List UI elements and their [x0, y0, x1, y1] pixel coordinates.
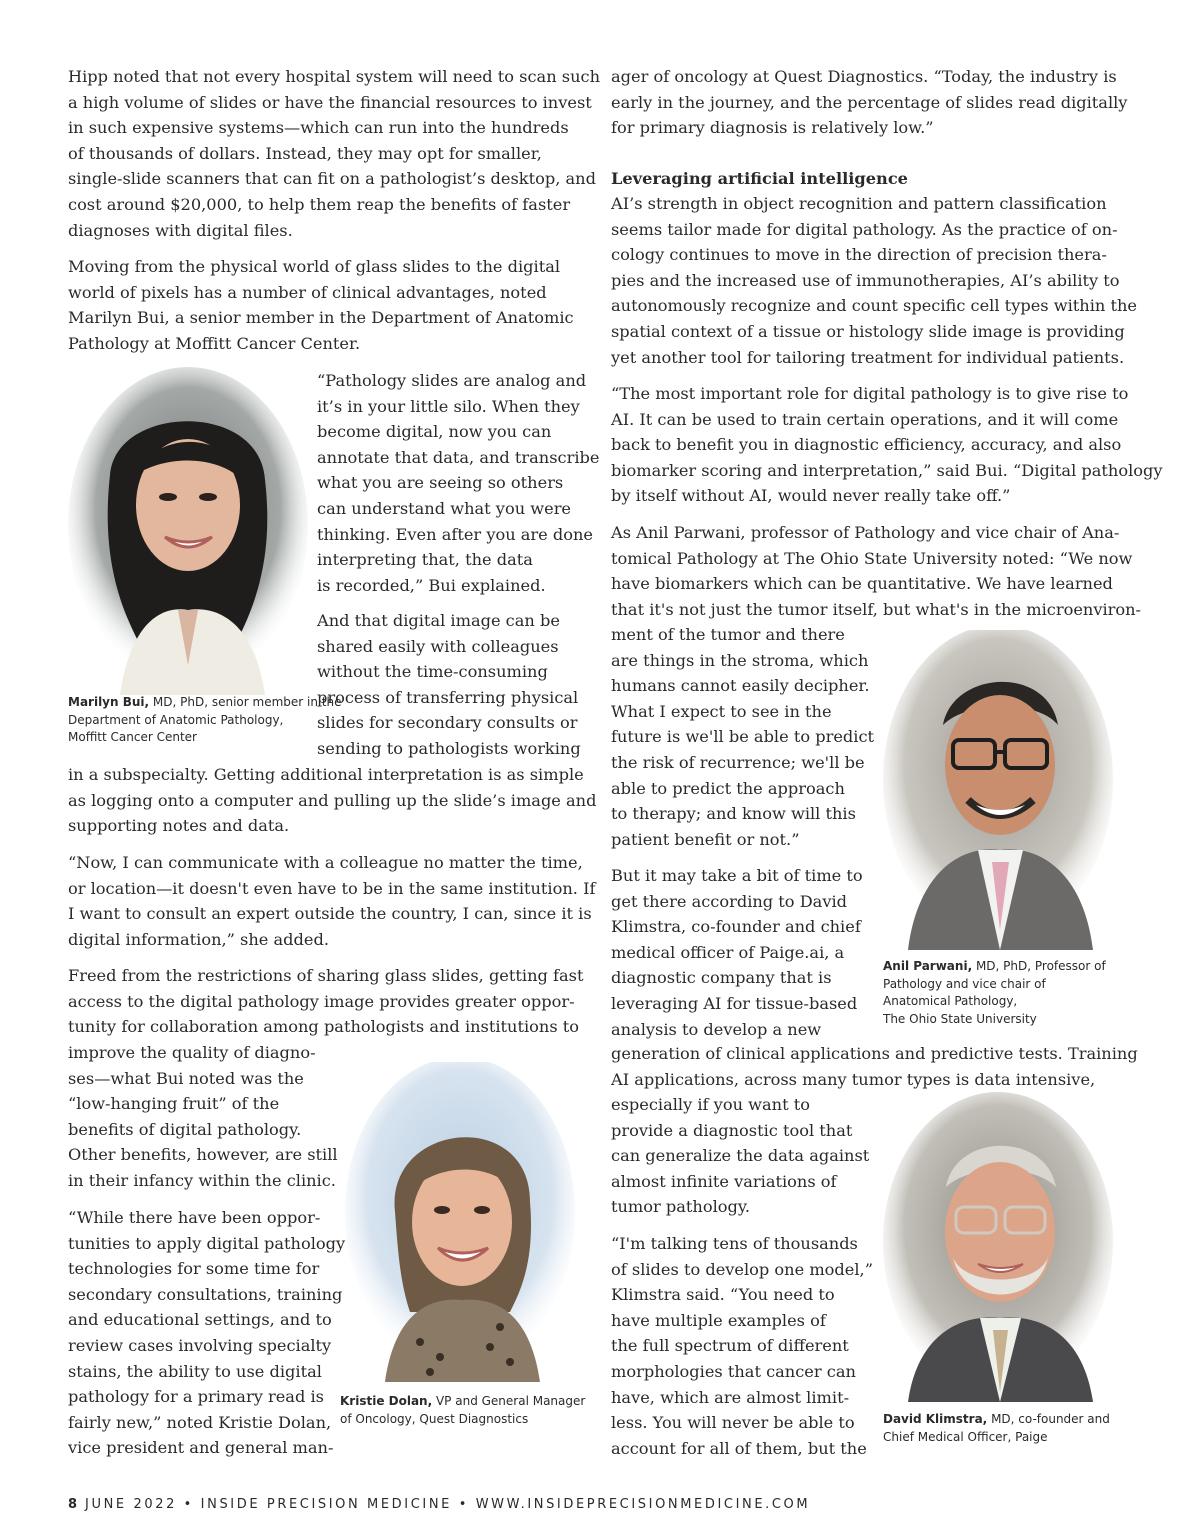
- text-line: Other benefits, however, are still: [68, 1145, 338, 1165]
- text-line: early in the journey, and the percentage of slides read digitally: [611, 92, 1128, 112]
- text-line: thinking. Even after you are done: [317, 524, 594, 544]
- text-line: AI applications, across many tumor types is data intensive,: [611, 1069, 1096, 1089]
- text-line: Freed from the restrictions of sharing glass slides, getting fast: [68, 966, 584, 985]
- text-line: secondary consultations, training: [68, 1284, 343, 1304]
- text-line: the full spectrum of different: [611, 1336, 849, 1356]
- text-line: single-slide scanners that can fit on a pathologist’s desktop, and: [68, 169, 596, 189]
- caption-bui-line-3: Moffitt Cancer Center: [68, 730, 197, 744]
- caption-klimstra-line-2: Chief Medical Officer, Paige: [883, 1429, 1048, 1444]
- text-line: sending to pathologists working: [317, 738, 581, 758]
- text-line: are things in the stroma, which: [611, 650, 869, 670]
- text-line: ses—what Bui noted was the: [68, 1068, 304, 1088]
- text-line: cology continues to move in the direction of precision thera-: [611, 245, 1107, 265]
- caption-bui: [68, 694, 341, 747]
- text-line: AI. It can be used to train certain operations, and it will come: [611, 409, 1119, 429]
- text-line: seems tailor made for digital pathology. As the practice of on-: [611, 219, 1118, 239]
- text-line: “The most important role for digital pathology is to give rise to: [611, 384, 1129, 403]
- text-line: for primary diagnosis is relatively low.”: [611, 118, 934, 138]
- caption-dolan-line-2: of Oncology, Quest Diagnostics: [340, 1411, 529, 1426]
- left-para-5: [68, 850, 595, 952]
- text-line: become digital, now you can: [317, 422, 552, 442]
- text-line: As Anil Parwani, professor of Pathology and vice chair of Ana-: [611, 523, 1120, 542]
- caption-parwani-line-1: MD, PhD, Professor of: [972, 959, 1106, 973]
- text-line: Moving from the physical world of glass slides to the digital: [68, 257, 561, 276]
- text-line: especially if you want to: [611, 1095, 810, 1114]
- text-line: almost infinite variations of: [611, 1171, 837, 1191]
- text-line: cost around $20,000, to help them reap the benefits of faster: [68, 194, 571, 214]
- text-line: have, which are almost limit-: [611, 1387, 850, 1407]
- text-line: benefits of digital pathology.: [68, 1119, 302, 1139]
- text-line: morphologies that cancer can: [611, 1361, 856, 1381]
- text-line: Hipp noted that not every hospital system will need to scan such: [68, 67, 600, 86]
- text-line: without the time-consuming: [317, 662, 548, 682]
- text-line: leveraging AI for tissue-based: [611, 993, 858, 1013]
- text-line: But it may take a bit of time to: [611, 866, 863, 885]
- text-line: diagnostic company that is: [611, 968, 832, 988]
- caption-dolan: [340, 1393, 585, 1428]
- text-line: biomarker scoring and interpretation,” said Bui. “Digital pathology: [611, 460, 1163, 480]
- text-line: back to benefit you in diagnostic efficiency, accuracy, and also: [611, 435, 1122, 455]
- section-subhead: Leveraging artificial intelligence: [611, 169, 908, 188]
- text-line: And that digital image can be: [317, 611, 560, 630]
- left-para-4-wrapped: [317, 608, 581, 762]
- text-line: Klimstra said. “You need to: [611, 1285, 835, 1305]
- caption-klimstra: [883, 1411, 1110, 1446]
- text-line: is recorded,” Bui explained.: [317, 575, 546, 595]
- caption-parwani-line-2: Pathology and vice chair of: [883, 976, 1046, 991]
- text-line: to therapy; and know will this: [611, 804, 856, 824]
- text-line: “While there have been oppor-: [68, 1208, 321, 1227]
- right-para-4-wrapped: [611, 622, 874, 852]
- text-line: review cases involving specialty: [68, 1335, 332, 1355]
- text-line: of slides to develop one model,”: [611, 1259, 873, 1279]
- text-line: in their infancy within the clinic.: [68, 1170, 336, 1190]
- left-para-4-full: [68, 762, 596, 839]
- right-para-5-wrapped: [611, 863, 863, 1042]
- text-line: medical officer of Paige.ai, a: [611, 942, 845, 962]
- text-line: AI’s strength in object recognition and pattern classification: [611, 194, 1107, 213]
- text-line: of thousands of dollars. Instead, they may opt for smaller,: [68, 143, 542, 163]
- text-line: diagnoses with digital files.: [68, 220, 293, 240]
- text-line: can generalize the data against: [611, 1146, 870, 1166]
- text-line: what you are seeing so others: [317, 473, 564, 493]
- caption-parwani: [883, 958, 1106, 1028]
- text-line: Klimstra, co-founder and chief: [611, 917, 861, 937]
- text-line: ager of oncology at Quest Diagnostics. “Today, the industry is: [611, 67, 1117, 86]
- text-line: digital information,” she added.: [68, 929, 329, 949]
- text-line: Marilyn Bui, a senior member in the Department of Anatomic: [68, 308, 574, 328]
- text-line: world of pixels has a number of clinical advantages, noted: [68, 282, 547, 302]
- david-klimstra-portrait: [878, 1092, 1118, 1402]
- text-line: “I'm talking tens of thousands: [611, 1234, 858, 1253]
- text-line: improve the quality of diagno-: [68, 1043, 316, 1062]
- caption-parwani-name: Anil Parwani,: [883, 959, 973, 973]
- text-line: supporting notes and data.: [68, 816, 290, 836]
- text-line: have multiple examples of: [611, 1310, 826, 1330]
- footer-text: JUNE 2022 • INSIDE PRECISION MEDICINE • WWW.INSIDEPRECISIONMEDICINE.COM: [85, 1497, 811, 1512]
- text-line: less. You will never be able to: [611, 1413, 855, 1433]
- left-para-6-wrapped: [68, 1040, 338, 1194]
- text-line: can understand what you were: [317, 498, 572, 518]
- text-line: the risk of recurrence; we'll be: [611, 752, 865, 772]
- marilyn-bui-portrait: [60, 365, 315, 695]
- text-line: slides for secondary consults or: [317, 713, 578, 733]
- text-line: by itself without AI, would never really take off.”: [611, 486, 1011, 506]
- text-line: vice president and general man-: [68, 1438, 334, 1458]
- caption-parwani-line-3: Anatomical Pathology,: [883, 994, 1018, 1008]
- right-para-5-wrapped-2: [611, 1092, 869, 1220]
- caption-bui-line-1: MD, PhD, senior member in the: [149, 695, 342, 709]
- right-para-3: [611, 381, 1163, 509]
- left-para-2: [68, 254, 574, 356]
- anil-parwani-portrait: [878, 630, 1118, 950]
- text-line: in such expensive systems—which can run into the hundreds: [68, 118, 569, 138]
- caption-bui-line-2: Department of Anatomic Pathology,: [68, 712, 284, 727]
- right-para-5-full: [611, 1041, 1138, 1092]
- text-line: fairly new,” noted Kristie Dolan,: [68, 1412, 332, 1432]
- left-para-6-full: [68, 963, 583, 1040]
- text-line: tunity for collaboration among pathologists and institutions to: [68, 1017, 580, 1037]
- kristie-dolan-portrait: [340, 1062, 580, 1382]
- text-line: yet another tool for tailoring treatment for individual patients.: [611, 347, 1125, 367]
- text-line: “low-hanging fruit” of the: [68, 1094, 280, 1114]
- text-line: technologies for some time for: [68, 1259, 320, 1279]
- text-line: patient benefit or not.”: [611, 829, 800, 849]
- text-line: autonomously recognize and count specific cell types within the: [611, 296, 1137, 316]
- caption-parwani-line-4: The Ohio State University: [883, 1011, 1037, 1026]
- text-line: get there according to David: [611, 891, 848, 911]
- left-para-3-wrapped: [317, 368, 599, 598]
- text-line: Pathology at Moffitt Cancer Center.: [68, 333, 361, 353]
- text-line: “Pathology slides are analog and: [317, 371, 587, 390]
- text-line: tumor pathology.: [611, 1197, 751, 1217]
- text-line: analysis to develop a new: [611, 1019, 822, 1039]
- text-line: pathology for a primary read is: [68, 1387, 324, 1407]
- caption-dolan-name: Kristie Dolan,: [340, 1394, 433, 1408]
- left-para-1: [68, 64, 600, 243]
- text-line: spatial context of a tissue or histology slide image is providing: [611, 321, 1125, 341]
- text-line: or location—it doesn't even have to be in the same institution. If: [68, 878, 596, 898]
- text-line: tomical Pathology at The Ohio State University noted: “We now: [611, 548, 1133, 568]
- text-line: it’s in your little silo. When they: [317, 396, 580, 416]
- text-line: annotate that data, and transcribe: [317, 447, 600, 467]
- text-line: account for all of them, but the: [611, 1438, 867, 1458]
- right-para-2: [611, 191, 1137, 370]
- caption-klimstra-line-1: MD, co-founder and: [987, 1412, 1110, 1426]
- text-line: What I expect to see in the: [611, 701, 832, 721]
- text-line: have biomarkers which can be quantitative. We have learned: [611, 574, 1113, 594]
- text-line: “Now, I can communicate with a colleague no matter the time,: [68, 853, 583, 872]
- text-line: generation of clinical applications and predictive tests. Training: [611, 1044, 1138, 1063]
- caption-bui-name: Marilyn Bui,: [68, 695, 150, 709]
- text-line: pies and the increased use of immunotherapies, AI’s ability to: [611, 270, 1120, 290]
- text-line: and educational settings, and to: [68, 1310, 332, 1330]
- text-line: as logging onto a computer and pulling up the slide’s image and: [68, 790, 597, 810]
- text-line: process of transferring physical: [317, 687, 579, 707]
- text-line: ment of the tumor and there: [611, 625, 845, 644]
- right-para-4-full: [611, 520, 1141, 622]
- caption-dolan-line-1: VP and General Manager: [432, 1394, 586, 1408]
- text-line: shared easily with colleagues: [317, 636, 559, 656]
- text-line: stains, the ability to use digital: [68, 1361, 322, 1381]
- text-line: I want to consult an expert outside the country, I can, since it is: [68, 904, 592, 924]
- right-para-6-wrapped: [611, 1231, 873, 1461]
- right-para-1: [611, 64, 1127, 141]
- text-line: interpreting that, the data: [317, 550, 533, 570]
- text-line: future is we'll be able to predict: [611, 727, 875, 747]
- page-number: 8: [68, 1497, 78, 1512]
- text-line: a high volume of slides or have the financial resources to invest: [68, 92, 592, 112]
- text-line: able to predict the approach: [611, 778, 845, 798]
- text-line: access to the digital pathology image provides greater oppor-: [68, 991, 575, 1011]
- text-line: in a subspecialty. Getting additional interpretation is as simple: [68, 765, 584, 784]
- text-line: that it's not just the tumor itself, but what's in the microenviron-: [611, 599, 1142, 619]
- left-para-7-wrapped: [68, 1205, 345, 1461]
- text-line: humans cannot easily decipher.: [611, 676, 870, 696]
- text-line: tunities to apply digital pathology: [68, 1233, 346, 1253]
- page-footer: [68, 1497, 810, 1512]
- text-line: provide a diagnostic tool that: [611, 1120, 853, 1140]
- caption-klimstra-name: David Klimstra,: [883, 1412, 988, 1426]
